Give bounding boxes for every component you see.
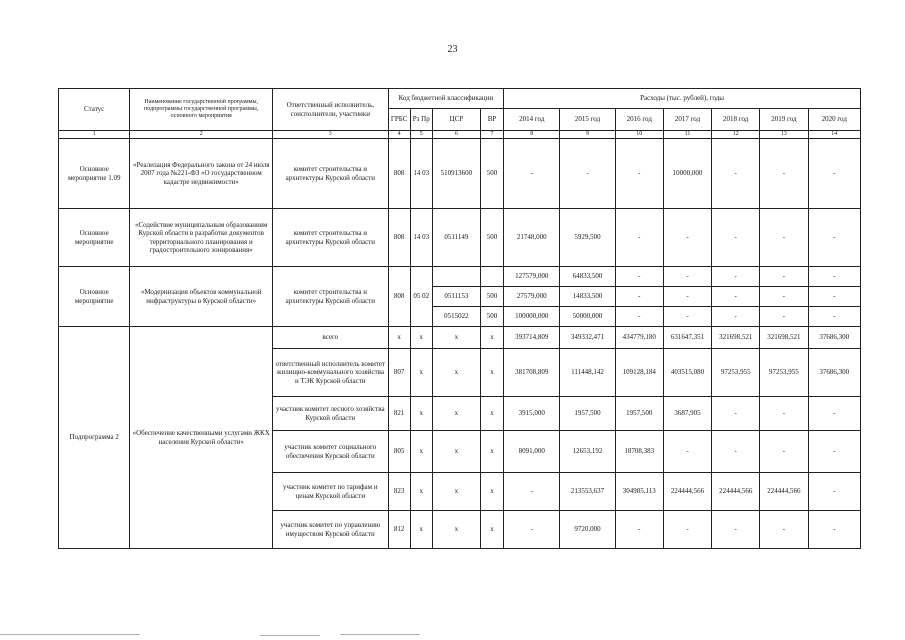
header-year: 2016 год [615,109,663,131]
cell-vr: х [480,431,503,473]
cell-value: - [663,287,711,307]
row-executor: комитет строительства и архитектуры Курской области [273,267,389,327]
row-name: «Реализация Федерального закона от 24 июля 2007 года №221-ФЗ «О государственном кадастре недвижимости» [130,139,273,209]
cell-value: - [712,139,760,209]
cell-value: - [712,267,760,287]
cell-grbs: 805 [388,431,410,473]
cell-rzpr: х [410,511,432,549]
col-number: 13 [760,131,808,139]
cell-value: - [615,139,663,209]
cell-value: 304985,113 [615,473,663,511]
cell-value: 9720,000 [560,511,615,549]
table-row [59,327,861,349]
cell-value: 381708,809 [504,349,560,397]
cell-value: - [808,267,860,287]
header-year: 2015 год [560,109,615,131]
cell-rzpr: х [410,327,432,349]
header-name: Наименование государственной программы, подпрограммы государственной программы, основного мероприятия [130,89,273,131]
row-executor: участник комитет по управлению имуществом Курской области [273,511,389,549]
cell-vr: 500 [480,139,503,209]
table-row [59,267,861,287]
col-number: 2 [130,131,273,139]
cell-value: 3915,000 [504,397,560,431]
cell-rzpr: 14 03 [410,209,432,267]
row-name: «Модернизация объектов коммунальной инфраструктуры в Курской области» [130,267,273,327]
page-number: 23 [447,44,458,55]
cell-rzpr: 14 03 [410,139,432,209]
cell-rzpr: х [410,431,432,473]
row-status: Основное мероприятие 1.09 [59,139,130,209]
cell-grbs: 821 [388,397,410,431]
cell-value: 403515,080 [663,349,711,397]
cell-value: - [760,209,808,267]
cell-value: - [712,307,760,327]
col-number: 3 [273,131,389,139]
cell-value: 213553,637 [560,473,615,511]
header-vr: ВР [480,109,503,131]
cell-value: 321698,521 [712,327,760,349]
cell-value: 18708,383 [615,431,663,473]
header-year: 2018 год [712,109,760,131]
cell-value: 3687,905 [663,397,711,431]
cell-value: - [712,287,760,307]
cell-value: - [808,473,860,511]
col-number: 11 [663,131,711,139]
cell-grbs: 823 [388,473,410,511]
header-row-1 [59,89,861,109]
row-executor: участник комитет социального обеспечения Курской области [273,431,389,473]
cell-csr: х [432,349,480,397]
cell-value: - [808,397,860,431]
header-csr: ЦСР [432,109,480,131]
header-year: 2014 год [504,109,560,131]
cell-value: - [615,287,663,307]
col-number: 1 [59,131,130,139]
cell-vr: 500 [480,307,503,327]
cell-rzpr: х [410,473,432,511]
cell-value: 111448,142 [560,349,615,397]
cell-grbs: 808 [388,267,410,327]
cell-value: 50000,000 [560,307,615,327]
row-status: Основное мероприятие [59,267,130,327]
cell-vr: х [480,327,503,349]
cell-value: 64833,500 [560,267,615,287]
row-executor: комитет строительства и архитектуры Курской области [273,139,389,209]
row-status: Основное мероприятие [59,209,130,267]
cell-value: 12653,192 [560,431,615,473]
cell-csr: 0511149 [432,209,480,267]
cell-rzpr: 05 02 [410,267,432,327]
cell-value: 321698,521 [760,327,808,349]
cell-value: - [615,267,663,287]
col-number: 12 [712,131,760,139]
cell-value: 10000,000 [663,139,711,209]
cell-rzpr: х [410,349,432,397]
cell-value: 37686,300 [808,349,860,397]
row-executor: участник комитет лесного хозяйства Курской области [273,397,389,431]
cell-value: - [712,511,760,549]
cell-grbs: 812 [388,511,410,549]
cell-value: - [504,511,560,549]
cell-value: 1957,500 [560,397,615,431]
cell-csr: х [432,397,480,431]
cell-value: 37686,300 [808,327,860,349]
cell-value: - [663,511,711,549]
col-number: 5 [410,131,432,139]
row-name: «Содействие муниципальным образованиям Курской области в разработке документов территориального планирования и градостроительного зонирования» [130,209,273,267]
cell-csr: 510913600 [432,139,480,209]
cell-value: 349332,471 [560,327,615,349]
cell-vr: 500 [480,287,503,307]
cell-value: - [615,511,663,549]
column-number-row [59,131,861,139]
cell-value: - [712,431,760,473]
cell-value: - [712,209,760,267]
scan-artifact [0,632,905,640]
cell-value: - [760,307,808,327]
cell-vr: х [480,349,503,397]
cell-value: - [808,511,860,549]
cell-vr: х [480,397,503,431]
header-budget-code: Код бюджетной классификации [388,89,504,109]
col-number: 10 [615,131,663,139]
cell-value: - [760,431,808,473]
cell-value: 393714,809 [504,327,560,349]
cell-value: - [663,307,711,327]
cell-vr: 500 [480,209,503,267]
cell-value: 631647,351 [663,327,711,349]
col-number: 7 [480,131,503,139]
header-grbs: ГРБС [388,109,410,131]
cell-value: 27579,000 [504,287,560,307]
cell-value: - [808,209,860,267]
cell-csr: 0515022 [432,307,480,327]
cell-vr [480,267,503,287]
cell-csr: х [432,511,480,549]
cell-value: 224444,566 [712,473,760,511]
cell-value: - [663,431,711,473]
cell-value: 434779,180 [615,327,663,349]
row-executor: всего [273,327,389,349]
header-rzpr: Рз Пр [410,109,432,131]
cell-value: 100000,000 [504,307,560,327]
cell-value: 109128,184 [615,349,663,397]
cell-value: 224444,566 [663,473,711,511]
cell-csr: х [432,431,480,473]
cell-grbs: 807 [388,349,410,397]
cell-csr: х [432,473,480,511]
cell-value: 97253,955 [712,349,760,397]
cell-value: 8091,000 [504,431,560,473]
cell-value: - [560,139,615,209]
cell-csr: 0511153 [432,287,480,307]
row-executor: комитет строительства и архитектуры Курской области [273,209,389,267]
cell-value: - [504,473,560,511]
header-expenses: Расходы (тыс. рублей), годы [504,89,861,109]
cell-value: - [760,287,808,307]
header-year: 2020 год [808,109,860,131]
row-status: Подпрограмма 2 [59,327,130,549]
cell-value: - [663,267,711,287]
cell-value: - [760,397,808,431]
cell-value: 224444,566 [760,473,808,511]
cell-rzpr: х [410,397,432,431]
cell-grbs: х [388,327,410,349]
cell-grbs: 808 [388,139,410,209]
cell-vr: х [480,473,503,511]
col-number: 14 [808,131,860,139]
cell-value: - [808,431,860,473]
col-number: 4 [388,131,410,139]
row-name: «Обеспечение качественными услугами ЖКХ населения Курской области» [130,327,273,549]
header-status: Статус [59,89,130,131]
cell-vr: х [480,511,503,549]
col-number: 9 [560,131,615,139]
cell-value: - [808,139,860,209]
col-number: 6 [432,131,480,139]
header-executor: Ответственный исполнитель, соисполнители, участники [273,89,389,131]
table-row [59,209,861,267]
cell-value: - [663,209,711,267]
cell-csr: х [432,327,480,349]
cell-value: 97253,955 [760,349,808,397]
table-row [59,139,861,209]
row-executor: участник комитет по тарифам и ценам Курской области [273,473,389,511]
cell-value: - [760,267,808,287]
cell-grbs: 808 [388,209,410,267]
header-year: 2019 год [760,109,808,131]
cell-value: 21748,000 [504,209,560,267]
cell-value: - [760,139,808,209]
cell-value: - [615,307,663,327]
cell-value: 1957,500 [615,397,663,431]
col-number: 8 [504,131,560,139]
cell-value: 5929,500 [560,209,615,267]
cell-value: 127579,000 [504,267,560,287]
budget-table [58,88,861,549]
cell-value: - [712,397,760,431]
cell-value: - [808,307,860,327]
cell-value: 14833,500 [560,287,615,307]
row-executor: ответственный исполнитель комитет жилищно-коммунального хозяйства и ТЭК Курской области [273,349,389,397]
cell-value: - [504,139,560,209]
cell-value: - [760,511,808,549]
cell-csr [432,267,480,287]
header-year: 2017 год [663,109,711,131]
cell-value: - [615,209,663,267]
cell-value: - [808,287,860,307]
